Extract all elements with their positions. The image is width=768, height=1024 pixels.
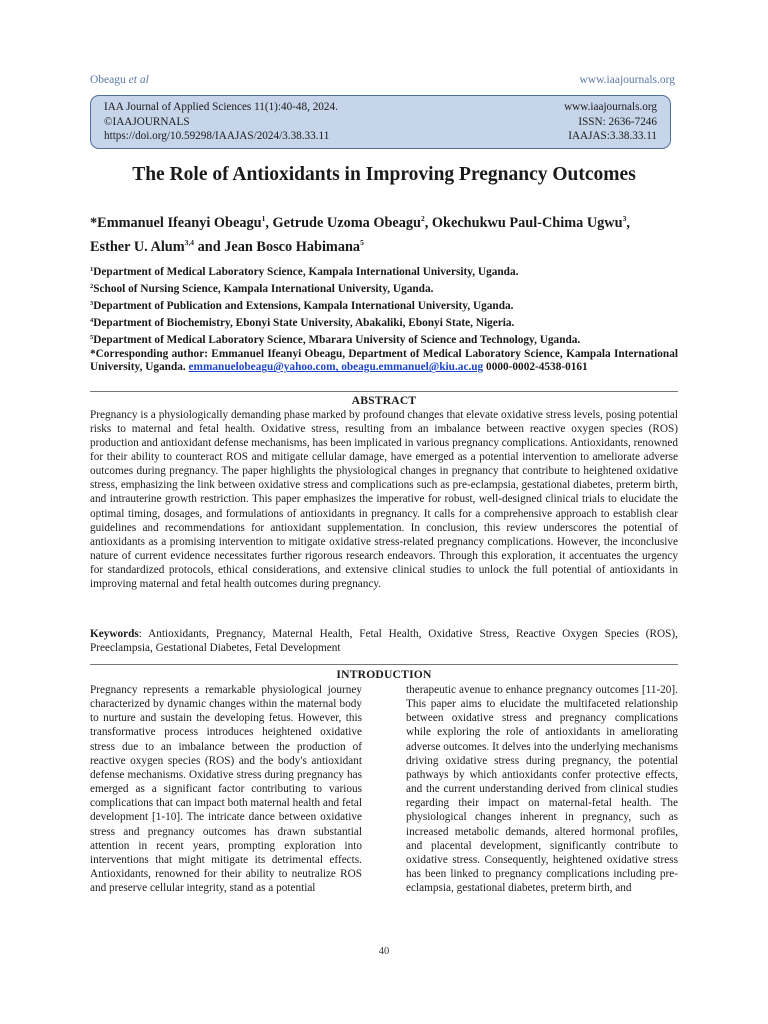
author: Esther U. Alum$^{3,4}$ [90,238,195,255]
running-header-website: www.iaajournals.org [579,74,675,86]
journal-info-box [90,95,671,149]
journal-info-row-1 [104,100,657,115]
journal-code: IAAJAS:3.38.33.11 [568,130,657,142]
journal-citation: IAA Journal of Applied Sciences 11(1):40-48, 2024. [104,101,338,113]
keywords-label: Keywords [90,628,139,640]
keywords [90,627,678,655]
introduction-heading: INTRODUCTION [336,668,432,681]
affiliation-item: $^5$Department of Medical Laboratory Science, Mbarara University of Science and Technology, Uganda. [90,333,581,346]
abstract-top-rule [90,391,678,392]
orcid: 0000-0002-4538-0161 [483,361,588,374]
paper-title: The Role of Antioxidants in Improving Pregnancy Outcomes [132,164,636,185]
running-header [90,74,675,86]
journal-copyright: ©IAAJOURNALS [104,115,190,128]
journal-website: www.iaajournals.org [564,101,657,113]
keywords-list: : Antioxidants, Pregnancy, Maternal Health, Fetal Health, Oxidative Stress, Reactive Oxygen Species (ROS), Preeclampsia, Gestational Diabetes, Fetal Development [90,628,678,655]
journal-doi-link[interactable]: https://doi.org/10.59298/IAAJAS/2024/3.38.33.11 [104,130,330,142]
author: Okechukwu Paul-Chima Ugwu$^3$ [431,214,627,231]
abstract-heading: ABSTRACT [351,394,417,407]
running-header-author: Obeagu et al [90,74,149,86]
affiliations [90,263,678,375]
journal-info-row-3 [104,129,657,144]
journal-issn: ISSN: 2636-7246 [578,115,657,128]
introduction-left-column: Pregnancy represents a remarkable physiological journey characterized by dynamic changes within the maternal body to nurture and sustain the developing fetus. However, this transformative process introduces heightened oxidative stress due to an imbalance between the production of reactive oxygen species (ROS) and the body's antioxidant defense mechanisms. Oxidative stress during pregnancy has emerged as a significant factor contributing to various complications that can impact both maternal health and fetal development [1-10]. The intricate dance between oxidative stress and pregnancy outcomes has drawn substantial attention in recent years, prompting exploration into interventions that might mitigate its detrimental effects. Antioxidants, renowned for their ability to neutralize ROS and preserve cellular integrity, stand as a potential [90,684,362,895]
author: *Emmanuel Ifeanyi Obeagu$^1$ [90,214,266,231]
affiliation-item: $^4$Department of Biochemistry, Ebonyi State University, Abakaliki, Ebonyi State, Nigeria. [90,316,515,329]
affiliation-item: $^2$School of Nursing Science, Kampala International University, Uganda. [90,282,434,295]
corresponding-author: *Corresponding author: Emmanuel Ifeanyi Obeagu, Department of Medical Laboratory Science, Kampala International University, Uganda. emmanuelobeagu@yahoo.com, obeagu.emmanuel@kiu.ac.ug 0000-0002-4538-0161 [90,347,678,374]
affiliation-item: $^3$Department of Publication and Extensions, Kampala International University, Uganda. [90,299,514,312]
running-header-et-al: et al [128,74,149,86]
author-list: *Emmanuel Ifeanyi Obeagu$^1$, Getrude Uzoma Obeagu$^2$, Okechukwu Paul-Chima Ugwu$^3$, Esther U. Alum$^{3,4}$ and Jean Bosco Habimana$^5$ [90,214,630,255]
email-link[interactable]: emmanuelobeagu@yahoo.com, obeagu.emmanuel@kiu.ac.ug [188,361,484,374]
journal-info-row-2 [104,115,657,130]
affiliation-item: $^1$Department of Medical Laboratory Science, Kampala International University, Uganda. [90,266,519,278]
abstract-body: Pregnancy is a physiologically demanding phase marked by profound changes that elevate oxidative stress levels, posing potential risks to maternal and fetal health. Oxidative stress, resulting from an imbalance between reactive oxygen species (ROS) production and antioxidant defense mechanisms, has been implicated in various pregnancy complications. Antioxidants, renowned for their ability to counteract ROS and mitigate cellular damage, have emerged as a potential intervention to ameliorate adverse outcomes during pregnancy. The paper highlights the physiological changes in pregnancy that contribute to heightened oxidative stress, emphasizing the link between oxidative stress and complications such as pre-eclampsia, gestational diabetes, preterm birth, and intrauterine growth restriction. This paper emphasizes the imperative for robust, well-designed clinical trials to elucidate the optimal timing, dosages, and formulations of antioxidants in pregnancy. It calls for a comprehensive approach to establish clear guidelines and recommendations for antioxidant supplementation. In conclusion, this review underscores the potential of antioxidants as a promising intervention to mitigate oxidative stress-related pregnancy complications. However, the inconclusive nature of current evidence necessitates further rigorous research endeavors. Through this exploration, it accentuates the urgency for standardized protocols, ethical considerations, and extensive clinical studies to unlock the full potential of antioxidants in improving maternal and fetal health outcomes during pregnancy. [90,409,678,590]
introduction-top-rule [90,664,678,665]
introduction-right-column: therapeutic avenue to enhance pregnancy outcomes [11-20]. This paper aims to elucidate the multifaceted relationship between oxidative stress and pregnancy complications while exploring the role of antioxidants in ameliorating adverse outcomes. It delves into the underlying mechanisms driving oxidative stress during pregnancy, the potential pathways by which antioxidants confer protective effects, and the current understanding derived from clinical studies regarding their impact on maternal-fetal health. The physiological changes inherent in pregnancy, such as increased metabolic demands, altered hormonal profiles, and placental development, significantly contribute to oxidative stress. Consequently, heightened oxidative stress has been linked to pregnancy complications including pre-eclampsia, gestational diabetes, preterm birth, and [406,684,678,895]
page-number: 40 [378,946,390,957]
author: Getrude Uzoma Obeagu$^2$ [272,214,425,231]
author: Jean Bosco Habimana$^5$ [224,238,364,255]
